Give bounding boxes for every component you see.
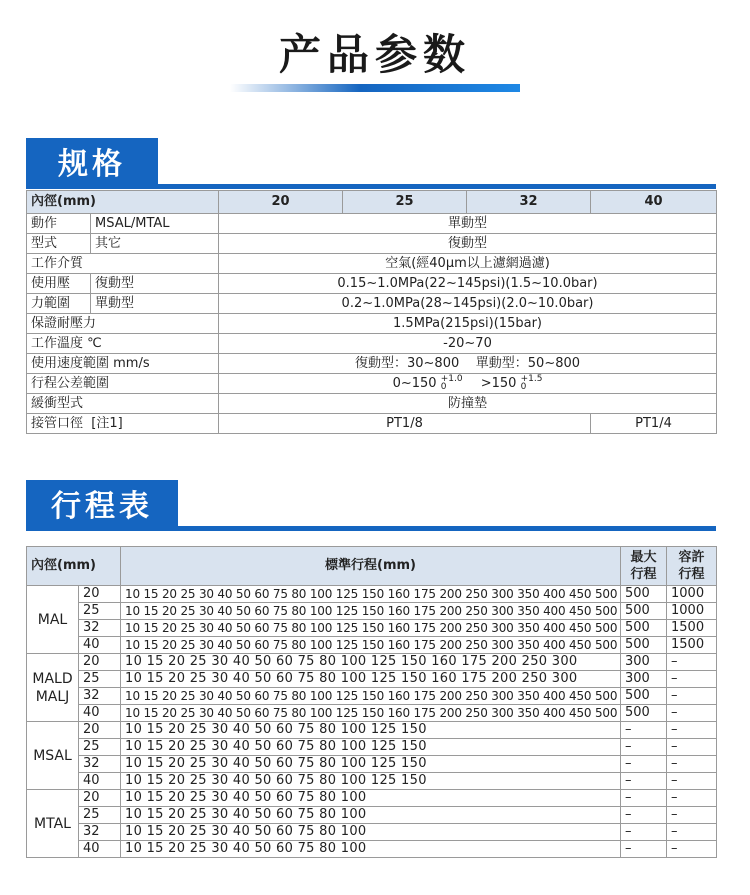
medium-label: 工作介質 <box>27 254 219 274</box>
temperature-value: -20~70 <box>219 334 717 354</box>
stroke-allow-cell: – <box>667 671 717 688</box>
spec-row-action-single <box>27 214 717 234</box>
stroke-row <box>27 603 717 620</box>
stroke-allow-cell: 1000 <box>667 586 717 603</box>
stroke-bore-cell: 25 <box>79 739 121 756</box>
stroke-allow-cell: – <box>667 654 717 671</box>
tolerance-range-1: 0~150 <box>392 375 437 391</box>
stroke-max-cell: – <box>621 756 667 773</box>
stroke-max-cell: 300 <box>621 671 667 688</box>
stroke-allow-cell: – <box>667 773 717 790</box>
stroke-row <box>27 841 717 858</box>
proof-value: 1.5MPa(215psi)(15bar) <box>219 314 717 334</box>
action-value: 復動型 <box>219 234 717 254</box>
spec-row-temperature <box>27 334 717 354</box>
action-type-label-1: 動作 <box>27 214 91 234</box>
stroke-max-cell: – <box>621 722 667 739</box>
stroke-bore-cell: 40 <box>79 841 121 858</box>
stroke-bore-cell: 32 <box>79 620 121 637</box>
spec-row-cushion <box>27 394 717 414</box>
stroke-allow-cell: – <box>667 705 717 722</box>
model-name: MTAL <box>27 790 79 858</box>
pressure-value: 0.15~1.0MPa(22~145psi)(1.5~10.0bar) <box>219 274 717 294</box>
stroke-allow-cell: 1000 <box>667 603 717 620</box>
stroke-list-cell: 10 15 20 25 30 40 50 60 75 80 100 125 150 160 175 200 250 300 350 400 450 500 <box>121 620 621 637</box>
stroke-max-cell: 500 <box>621 620 667 637</box>
temperature-label: 工作溫度 ℃ <box>27 334 219 354</box>
stroke-max-cell: 500 <box>621 603 667 620</box>
speed-label: 使用速度範圍 mm/s <box>27 354 219 374</box>
action-value: 單動型 <box>219 214 717 234</box>
pressure-value: 0.2~1.0MPa(28~145psi)(2.0~10.0bar) <box>219 294 717 314</box>
stroke-max-cell: 500 <box>621 705 667 722</box>
stroke-row <box>27 773 717 790</box>
stroke-max-cell: 500 <box>621 688 667 705</box>
stroke-row <box>27 671 717 688</box>
stroke-allow-cell: – <box>667 739 717 756</box>
stroke-allow-cell: – <box>667 807 717 824</box>
stroke-row <box>27 722 717 739</box>
stroke-bore-cell: 32 <box>79 756 121 773</box>
stroke-section-heading: 行程表 <box>26 480 178 526</box>
stroke-row <box>27 586 717 603</box>
stroke-bore-cell: 25 <box>79 671 121 688</box>
bore-25: 25 <box>343 191 467 214</box>
stroke-allow-cell: – <box>667 841 717 858</box>
pressure-sub-label: 單動型 <box>91 294 219 314</box>
stroke-table <box>26 546 717 858</box>
stroke-allow-header <box>667 547 717 586</box>
stroke-allow-header-line2: 行程 <box>678 567 705 582</box>
bore-20: 20 <box>219 191 343 214</box>
stroke-max-cell: 500 <box>621 586 667 603</box>
stroke-list-cell: 10 15 20 25 30 40 50 60 75 80 100 <box>121 790 621 807</box>
speed-value: 復動型：30~800 單動型：50~800 <box>219 354 717 374</box>
stroke-max-cell: – <box>621 807 667 824</box>
stroke-list-cell: 10 15 20 25 30 40 50 60 75 80 100 <box>121 824 621 841</box>
pressure-label-2: 力範圍 <box>27 294 91 314</box>
stroke-list-cell: 10 15 20 25 30 40 50 60 75 80 100 125 150 <box>121 756 621 773</box>
tolerance-lower-1: 0 <box>440 382 447 392</box>
bore-32: 32 <box>467 191 591 214</box>
tolerance-value <box>219 374 717 394</box>
stroke-list-cell: 10 15 20 25 30 40 50 60 75 80 100 125 150 160 175 200 250 300 350 400 450 500 <box>121 603 621 620</box>
stroke-max-cell: – <box>621 790 667 807</box>
spec-section-heading: 规格 <box>26 138 158 184</box>
model-name: MSAL <box>27 722 79 790</box>
stroke-bore-cell: 20 <box>79 586 121 603</box>
stroke-bore-cell: 20 <box>79 790 121 807</box>
stroke-row <box>27 790 717 807</box>
stroke-table-body <box>27 586 717 858</box>
tolerance-lower-2: 0 <box>520 382 527 392</box>
stroke-max-header <box>621 547 667 586</box>
action-sub-label: MSAL/MTAL <box>91 214 219 234</box>
spec-row-medium <box>27 254 717 274</box>
stroke-max-header-line2: 行程 <box>630 567 657 582</box>
stroke-bore-cell: 32 <box>79 824 121 841</box>
stroke-list-cell: 10 15 20 25 30 40 50 60 75 80 100 125 150 160 175 200 250 300 350 400 450 500 <box>121 688 621 705</box>
stroke-max-header-line1: 最大 <box>630 550 657 565</box>
stroke-bore-cell: 25 <box>79 807 121 824</box>
tolerance-label: 行程公差範圍 <box>27 374 219 394</box>
port-value-large: PT1/4 <box>591 414 717 434</box>
stroke-row <box>27 637 717 654</box>
stroke-allow-cell: – <box>667 722 717 739</box>
stroke-row <box>27 654 717 671</box>
stroke-row <box>27 739 717 756</box>
stroke-allow-cell: – <box>667 790 717 807</box>
stroke-allow-cell: – <box>667 688 717 705</box>
stroke-allow-header-line1: 容許 <box>678 550 705 565</box>
stroke-bore-cell: 20 <box>79 722 121 739</box>
tolerance-range-2: >150 <box>480 375 517 391</box>
stroke-list-cell: 10 15 20 25 30 40 50 60 75 80 100 125 150 160 175 200 250 300 <box>121 654 621 671</box>
cushion-label: 緩衝型式 <box>27 394 219 414</box>
spec-header-row <box>27 191 717 214</box>
stroke-list-cell: 10 15 20 25 30 40 50 60 75 80 100 125 150 160 175 200 250 300 350 400 450 500 <box>121 637 621 654</box>
spec-section-divider <box>26 184 716 189</box>
stroke-bore-cell: 40 <box>79 637 121 654</box>
spec-row-proof <box>27 314 717 334</box>
stroke-max-cell: 500 <box>621 637 667 654</box>
medium-value: 空氣(經40μm以上濾網過濾) <box>219 254 717 274</box>
stroke-max-cell: – <box>621 824 667 841</box>
stroke-list-cell: 10 15 20 25 30 40 50 60 75 80 100 125 150 <box>121 773 621 790</box>
stroke-list-cell: 10 15 20 25 30 40 50 60 75 80 100 125 150 <box>121 739 621 756</box>
stroke-row <box>27 705 717 722</box>
stroke-list-cell: 10 15 20 25 30 40 50 60 75 80 100 125 150 <box>121 722 621 739</box>
stroke-max-cell: – <box>621 739 667 756</box>
spec-row-tolerance <box>27 374 717 394</box>
stroke-bore-header: 內徑(mm) <box>27 547 121 586</box>
stroke-max-cell: – <box>621 841 667 858</box>
stroke-bore-cell: 25 <box>79 603 121 620</box>
model-name: MALD MALJ <box>27 654 79 722</box>
bore-40: 40 <box>591 191 717 214</box>
tolerance-upper-2: +1.5 <box>520 374 543 384</box>
spec-row-pressure-double <box>27 274 717 294</box>
spec-row-port <box>27 414 717 434</box>
stroke-row <box>27 688 717 705</box>
action-type-label-2: 型式 <box>27 234 91 254</box>
stroke-standard-header: 標準行程(mm) <box>121 547 621 586</box>
stroke-row <box>27 824 717 841</box>
spec-row-action-double <box>27 234 717 254</box>
stroke-list-cell: 10 15 20 25 30 40 50 60 75 80 100 <box>121 841 621 858</box>
proof-label: 保證耐壓力 <box>27 314 219 334</box>
port-value-small: PT1/8 <box>219 414 591 434</box>
spec-row-speed <box>27 354 717 374</box>
stroke-allow-cell: – <box>667 824 717 841</box>
tolerance-upper-1: +1.0 <box>440 374 463 384</box>
spec-row-pressure-single <box>27 294 717 314</box>
stroke-section-divider <box>26 526 716 531</box>
page-title: 产品参数 <box>278 30 471 79</box>
stroke-max-cell: 300 <box>621 654 667 671</box>
stroke-list-cell: 10 15 20 25 30 40 50 60 75 80 100 125 150 160 175 200 250 300 350 400 450 500 <box>121 586 621 603</box>
stroke-bore-cell: 20 <box>79 654 121 671</box>
stroke-allow-cell: 1500 <box>667 620 717 637</box>
spec-table <box>26 190 717 434</box>
action-sub-label: 其它 <box>91 234 219 254</box>
stroke-bore-cell: 40 <box>79 773 121 790</box>
stroke-list-cell: 10 15 20 25 30 40 50 60 75 80 100 <box>121 807 621 824</box>
stroke-list-cell: 10 15 20 25 30 40 50 60 75 80 100 125 150 160 175 200 250 300 <box>121 671 621 688</box>
stroke-row <box>27 756 717 773</box>
stroke-max-cell: – <box>621 773 667 790</box>
stroke-list-cell: 10 15 20 25 30 40 50 60 75 80 100 125 150 160 175 200 250 300 350 400 450 500 <box>121 705 621 722</box>
bore-label: 內徑(mm) <box>27 191 219 214</box>
stroke-row <box>27 807 717 824</box>
title-underline <box>230 84 520 92</box>
stroke-row <box>27 620 717 637</box>
pressure-label-1: 使用壓 <box>27 274 91 294</box>
stroke-allow-cell: 1500 <box>667 637 717 654</box>
model-name: MAL <box>27 586 79 654</box>
stroke-allow-cell: – <box>667 756 717 773</box>
port-label: 接管口徑 [注1] <box>27 414 219 434</box>
stroke-header-row <box>27 547 717 586</box>
cushion-value: 防撞墊 <box>219 394 717 414</box>
stroke-bore-cell: 32 <box>79 688 121 705</box>
stroke-bore-cell: 40 <box>79 705 121 722</box>
pressure-sub-label: 復動型 <box>91 274 219 294</box>
